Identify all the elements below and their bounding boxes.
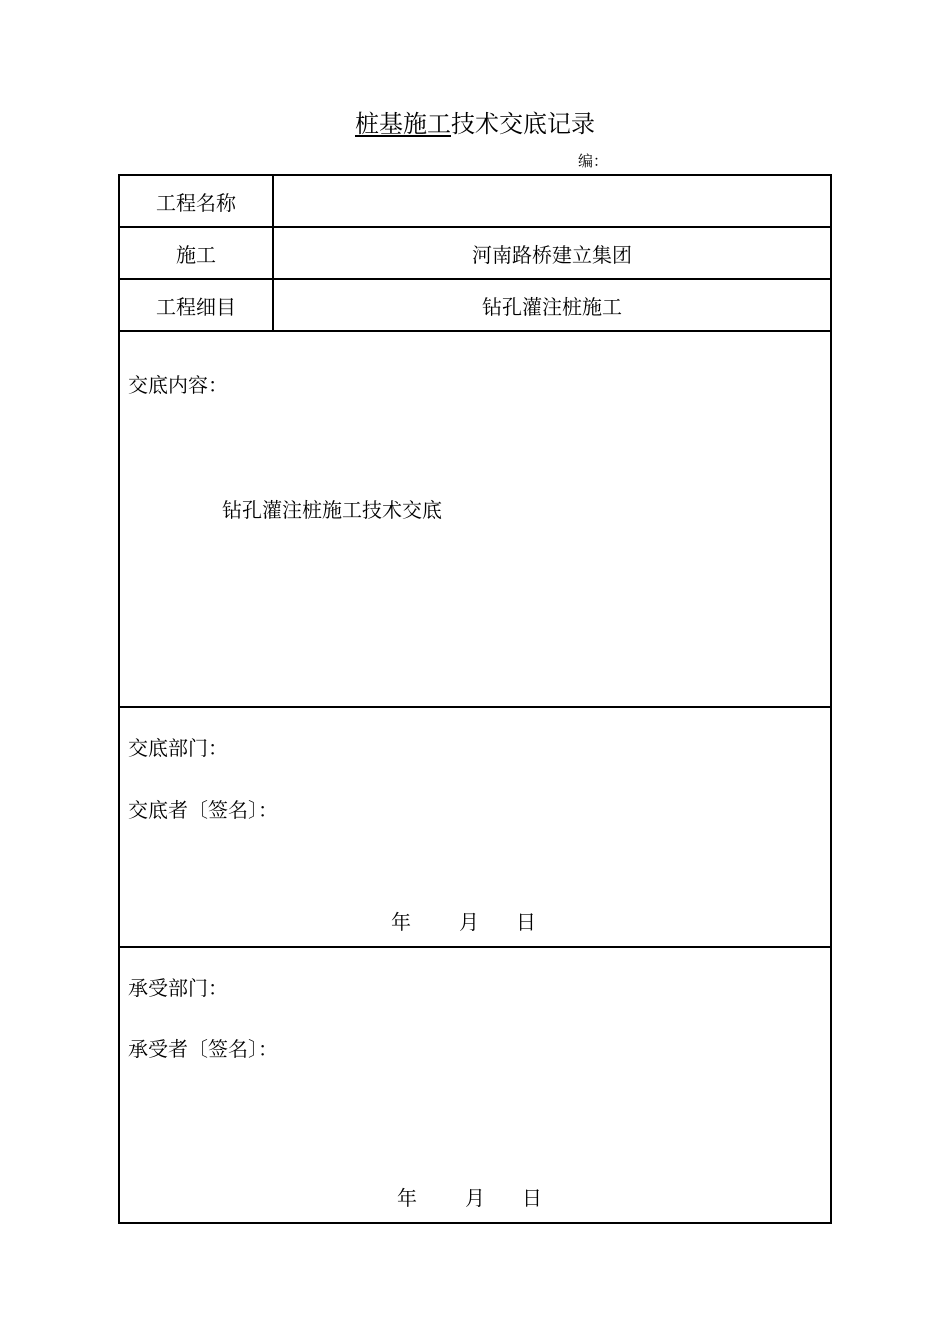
receiver-date-year: 年 [397, 1186, 417, 1210]
section-divider [120, 706, 830, 708]
title-rest-part: 技术交底记录 [451, 110, 595, 138]
handover-date-year: 年 [391, 910, 411, 934]
handover-dept-label: 交底部门： [128, 736, 228, 760]
section-divider [120, 946, 830, 948]
handover-date-month: 月 [459, 910, 479, 934]
serial-number-label: 编： [578, 152, 609, 170]
handover-signer-label: 交底者〔签名〕： [128, 798, 278, 822]
contractor-label: 施工 [176, 243, 216, 267]
row-divider [120, 278, 830, 280]
content-section-label: 交底内容： [128, 373, 228, 397]
handover-date-day: 日 [516, 910, 536, 934]
work-item-label: 工程细目 [156, 295, 236, 319]
work-item-value: 钻孔灌注桩施工 [482, 295, 622, 319]
receiver-date-day: 日 [522, 1186, 542, 1210]
handover-record-form [118, 174, 832, 1224]
row-divider [120, 226, 830, 228]
receiver-signer-label: 承受者〔签名〕： [128, 1037, 278, 1061]
receiver-dept-label: 承受部门： [128, 976, 228, 1000]
title-underlined-part: 桩基施工 [355, 110, 451, 138]
receiver-date-month: 月 [465, 1186, 485, 1210]
contractor-value: 河南路桥建立集团 [472, 243, 632, 267]
document-title [0, 106, 950, 142]
content-section-body: 钻孔灌注桩施工技术交底 [222, 498, 442, 522]
row-divider [120, 330, 830, 332]
project-name-label: 工程名称 [156, 191, 236, 215]
